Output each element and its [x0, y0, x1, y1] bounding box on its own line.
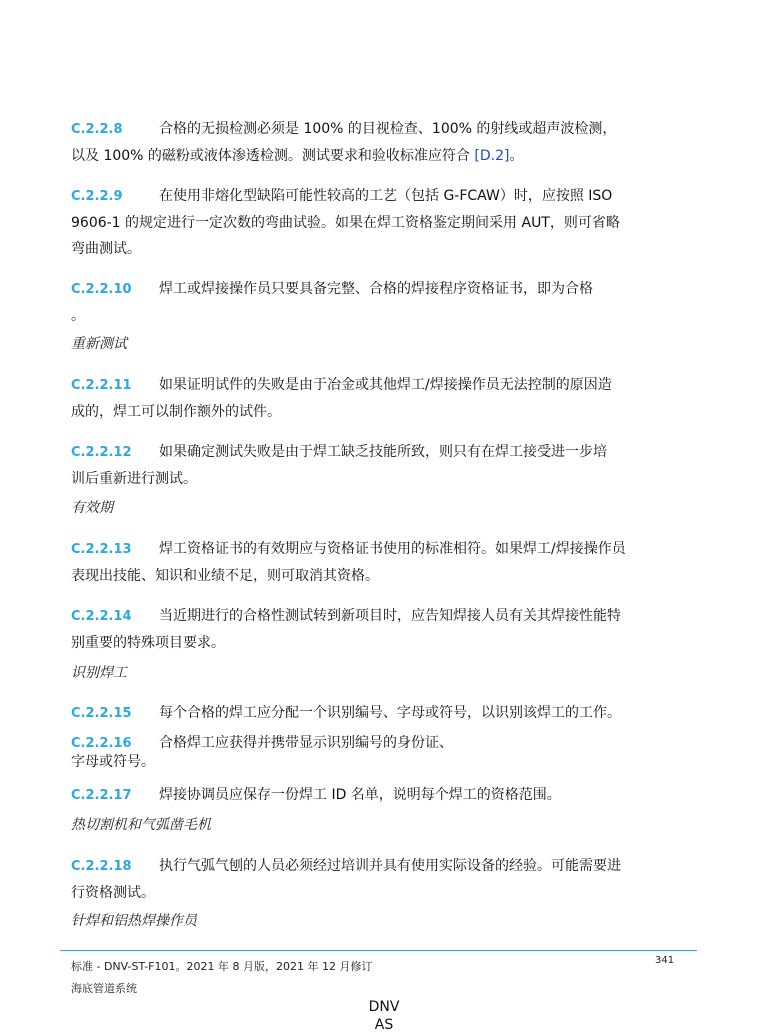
clause-number: C.2.2.13 — [71, 542, 132, 557]
brand-subname: AS — [374, 1017, 394, 1033]
clause-text-line2: 字母或符号。 — [71, 754, 155, 770]
clause-text: 合格的无损检测必须是 100% 的目视检查、100% 的射线或超声波检测， — [159, 121, 617, 137]
clause-text-line2: 成的，焊工可以制作额外的试件。 — [71, 404, 281, 420]
section-heading-thermal-cutting: 热切割机和气弧凿毛机 — [71, 817, 211, 833]
clause-text-line2: 行资格测试。 — [71, 885, 155, 901]
clause-text: 焊接协调员应保存一份焊工 ID 名单，说明每个焊工的资格范围。 — [159, 787, 561, 803]
section-heading-retest: 重新测试 — [71, 336, 127, 352]
clause-c2215 — [71, 700, 701, 727]
clause-text-line2: 以及 100% 的磁粉或液体渗透检测。测试要求和验收标准应符合 — [71, 148, 475, 164]
clause-number: C.2.2.14 — [71, 609, 132, 624]
clause-c2216 — [71, 734, 701, 771]
clause-text: 合格焊工应获得并携带显示识别编号的身份证、 — [159, 735, 453, 751]
clause-number: C.2.2.8 — [71, 122, 123, 137]
clause-c2214 — [71, 603, 701, 656]
clause-text: 如果确定测试失败是由于焊工缺乏技能所致，则只有在焊工接受进一步培 — [159, 444, 607, 460]
clause-c228 — [71, 116, 701, 169]
clause-number: C.2.2.18 — [71, 859, 132, 874]
clause-c2217 — [71, 782, 701, 809]
clause-text-line2: 别重要的特殊项目要求。 — [71, 635, 225, 651]
footer-standard-info: 标准 - DNV-ST-F101。2021 年 8 月版，2021 年 12 月修订 — [71, 960, 373, 973]
clause-text-line2: 训后重新进行测试。 — [71, 471, 197, 487]
clause-text-line2: 。 — [71, 308, 85, 324]
footer-system-name: 海底管道系统 — [71, 982, 137, 995]
clause-c2218 — [71, 853, 701, 906]
clause-text: 焊工资格证书的有效期应与资格证书使用的标准相符。如果焊工/焊接操作员 — [159, 541, 626, 557]
footer-divider — [60, 950, 697, 951]
section-heading-stud-welding: 针焊和铝热焊操作员 — [71, 913, 197, 929]
clause-text: 每个合格的焊工应分配一个识别编号、字母或符号，以识别该焊工的工作。 — [159, 705, 621, 721]
brand-name: DNV — [368, 999, 400, 1015]
clause-text: 焊工或焊接操作员只要具备完整、合格的焊接程序资格证书，即为合格 — [159, 281, 593, 297]
clause-number: C.2.2.12 — [71, 445, 132, 460]
clause-number: C.2.2.10 — [71, 282, 132, 297]
section-heading-validity: 有效期 — [71, 500, 113, 516]
clause-number: C.2.2.17 — [71, 788, 132, 803]
clause-c2210 — [71, 276, 701, 329]
section-heading-identification: 识别焊工 — [71, 665, 127, 681]
reference-link[interactable]: [D.2] — [474, 148, 510, 164]
clause-text-end: 。 — [509, 148, 524, 164]
clause-c2211 — [71, 372, 701, 425]
clause-text: 在使用非熔化型缺陷可能性较高的工艺（包括 G-FCAW）时，应按照 ISO — [159, 188, 613, 204]
clause-c229 — [71, 183, 701, 262]
clause-number: C.2.2.11 — [71, 378, 132, 393]
clause-c2213 — [71, 536, 701, 589]
clause-text: 如果证明试件的失败是由于冶金或其他焊工/焊接操作员无法控制的原因造 — [159, 377, 612, 393]
clause-text: 当近期进行的合格性测试转到新项目时，应告知焊接人员有关其焊接性能特 — [159, 608, 621, 624]
page-number: 341 — [655, 955, 675, 966]
clause-number: C.2.2.9 — [71, 189, 123, 204]
clause-number: C.2.2.16 — [71, 736, 132, 751]
clause-c2212 — [71, 439, 701, 492]
clause-text-line2: 表现出技能、知识和业绩不足，则可取消其资格。 — [71, 568, 379, 584]
clause-text-line3: 弯曲测试。 — [71, 241, 141, 257]
clause-text: 执行气弧气刨的人员必须经过培训并具有使用实际设备的经验。可能需要进 — [159, 858, 621, 874]
clause-number: C.2.2.15 — [71, 706, 132, 721]
clause-text-line2: 9606-1 的规定进行一定次数的弯曲试验。如果在焊工资格鉴定期间采用 AUT，则可省略 — [71, 215, 620, 231]
